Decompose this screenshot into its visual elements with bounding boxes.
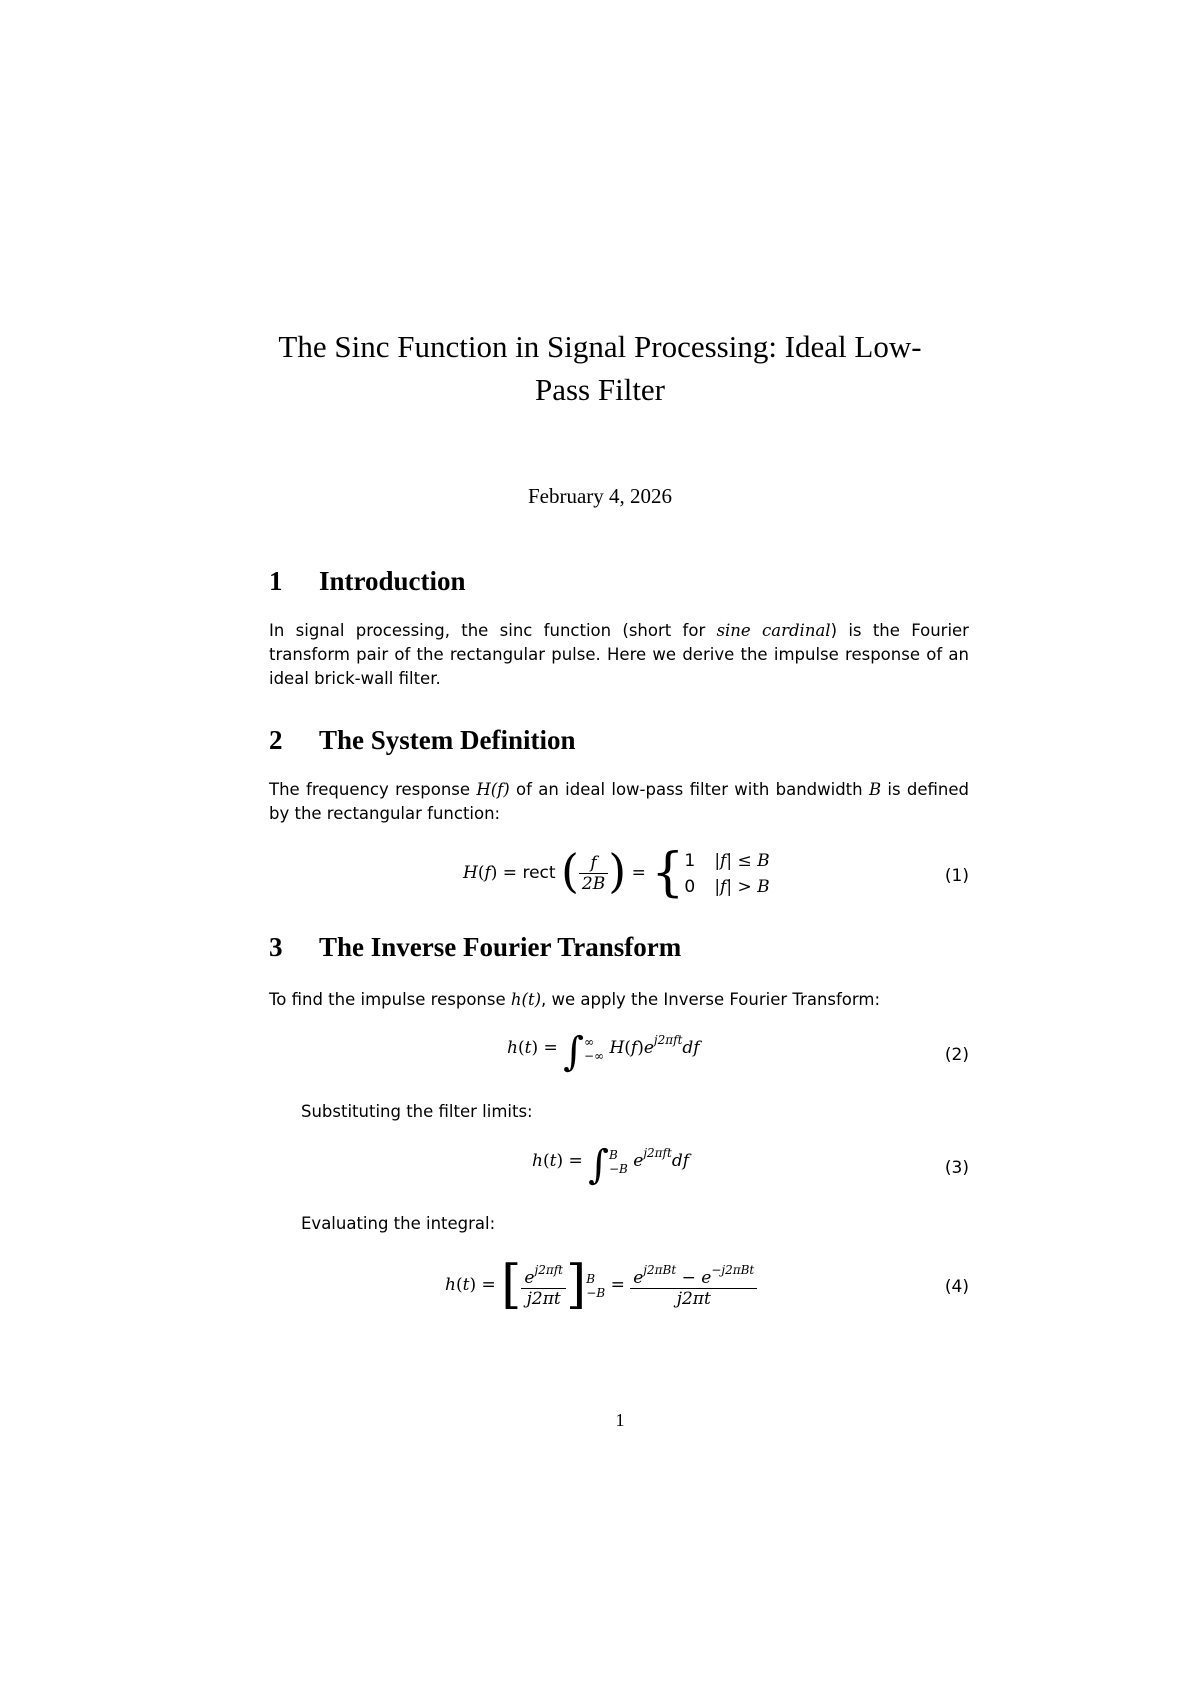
inline-math: H(f) [476,780,510,799]
section-heading-system-definition [269,725,576,756]
system-definition-paragraph [269,778,969,826]
equation-2: h(t) = ∫ ∞ −∞ $H(f)e^{j2\pi ft}df$ [507,1029,700,1075]
section-title: The System Definition [319,725,576,755]
section-title: The Inverse Fourier Transform [319,932,682,962]
emphasis: sine cardinal [716,621,831,640]
text-run: In signal processing, the sinc function (short for [269,621,717,640]
page-number: 1 [615,1410,625,1430]
text-run: To find the impulse response [269,990,511,1009]
equation-number-2: (2) [944,1045,969,1065]
evaluating-paragraph: Evaluating the integral: [301,1214,496,1233]
equation-1: H(f) = rect ( $\frac{f}{2B}$ ) = { 1 |f| ≤ B 0 |f| > B [463,843,770,903]
inverse-fourier-paragraph [269,988,969,1012]
substituting-paragraph: Substituting the filter limits: [301,1102,533,1121]
inline-math: B [868,780,882,799]
section-number: 3 [269,932,283,962]
paper-title: The Sinc Function in Signal Processing: Ideal Low-Pass Filter [278,329,922,407]
section-heading-introduction [269,566,466,597]
equation-4: h(t) = [ $\frac{e^{j2\pi ft}}{j2\pi t}$ ] B −B = $\frac{e^{j2\pi Bt} - e^{-j2\pi Bt}}{j2\pi t}$ [445,1255,757,1315]
section-number: 1 [269,566,283,596]
text-run: The frequency response [269,780,477,799]
text-run: ) is the Fourier transform pair of the rectangular pulse. Here we derive the impulse response of an ideal brick-wall filter. [269,621,969,688]
text-run: , we apply the Inverse Fourier Transform: [541,990,881,1009]
text-run: is defined by the rectangular function: [269,780,969,823]
equation-number-1: (1) [944,866,969,886]
inline-math: h(t) [510,990,542,1009]
equation-3: h(t) = ∫ B −B $e^{j2\pi ft}df$ [532,1142,690,1188]
section-number: 2 [269,725,283,755]
equation-number-4: (4) [944,1277,969,1297]
section-heading-inverse-fourier [269,932,681,963]
paper-date: February 4, 2026 [527,484,673,508]
text-run: of an ideal low-pass filter with bandwidth [509,780,869,799]
section-title: Introduction [319,566,466,596]
introduction-paragraph [269,619,969,691]
equation-number-3: (3) [944,1158,969,1178]
